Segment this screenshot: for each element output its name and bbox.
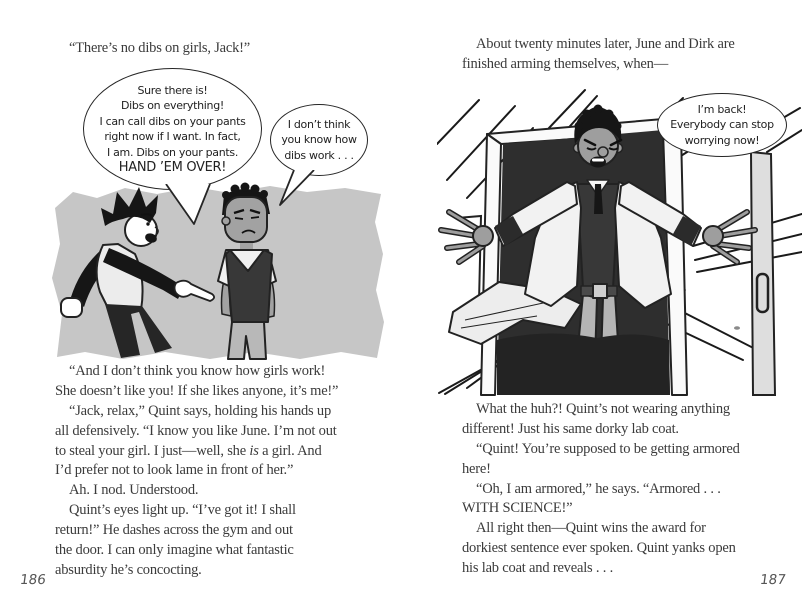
glass-door: [751, 152, 775, 395]
text-line: “And I don’t think you know how girls work!: [69, 363, 326, 379]
bubble-line: worrying now!: [684, 133, 760, 147]
text-line: [55, 443, 338, 463]
bubble-line: right now if I want. In fact,: [104, 130, 241, 143]
speech-bubble-jack: [83, 68, 262, 190]
text-segment-italic: is: [249, 442, 259, 459]
text-line: absurdity he’s concocting.: [55, 561, 202, 578]
speech-bubble-back: [657, 93, 787, 157]
text-line: the door. I can only imagine what fantastic: [55, 542, 294, 559]
text-line: “Jack, relax,” Quint says, holding his hands up: [69, 402, 332, 419]
text-line: What the huh?! Quint’s not wearing anything: [476, 401, 730, 417]
bubble-line: Sure there is!: [137, 83, 208, 97]
text-line: different! Just his same dorky lab coat.: [462, 420, 679, 437]
right-page-intro: [462, 36, 735, 76]
text-line: all defensively. “I know you like June. I’m not out: [55, 422, 337, 439]
text-line: About twenty minutes later, June and Dirk are: [476, 36, 735, 52]
text-line: She doesn’t like you! If she likes anyone, it’s me!”: [55, 382, 339, 399]
text-line: dorkiest sentence ever spoken. Quint yanks open: [462, 540, 736, 557]
text-line: “There’s no dibs on girls, Jack!”: [69, 40, 251, 56]
speech-bubble-dibs: [270, 104, 368, 176]
text-line: here!: [462, 460, 491, 477]
bubble-line: HAND ’EM OVER!: [118, 160, 227, 175]
text-line: All right then—Quint wins the award for: [476, 520, 706, 537]
text-segment: to steal your girl. I just—well, she: [55, 442, 250, 459]
page-number-left: 186: [18, 572, 47, 588]
bubble-line: I am. Dibs on your pants.: [106, 145, 239, 159]
bubble-line: dibs work . . .: [284, 148, 354, 162]
text-line: return!” He dashes across the gym and out: [55, 522, 293, 539]
text-line: Ah. I nod. Understood.: [69, 482, 199, 499]
belt-buckle: [593, 284, 607, 298]
text-line: I’d prefer not to look lame in front of her.”: [55, 462, 294, 479]
text-segment: a girl. And: [258, 442, 322, 459]
bubble-line: Everybody can stop: [670, 118, 774, 132]
bubble-line: I’m back!: [697, 102, 747, 116]
text-line: Quint’s eyes light up. “I’ve got it! I shall: [69, 502, 296, 519]
text-line: WITH SCIENCE!”: [462, 500, 573, 517]
bubble-line: you know how: [281, 133, 357, 147]
bubble-line: I don’t think: [287, 117, 351, 131]
speech-bubble-jack-tail: [158, 184, 218, 228]
bubble-line: Dibs on everything!: [120, 99, 225, 112]
text-line: finished arming themselves, when—: [462, 55, 669, 72]
speech-bubble-dibs-tail: [276, 170, 322, 210]
right-page-body: [462, 401, 740, 580]
text-line: “Quint! You’re supposed to be getting armored: [476, 440, 740, 457]
bubble-line: I can call dibs on your pants: [99, 114, 246, 128]
left-page-body: [55, 363, 338, 582]
left-page-opening: [55, 40, 250, 60]
page-number-right: 187: [758, 572, 787, 588]
text-line: “Oh, I am armored,” he says. “Armored . . .: [476, 480, 721, 497]
text-line: his lab coat and reveals . . .: [462, 560, 614, 577]
